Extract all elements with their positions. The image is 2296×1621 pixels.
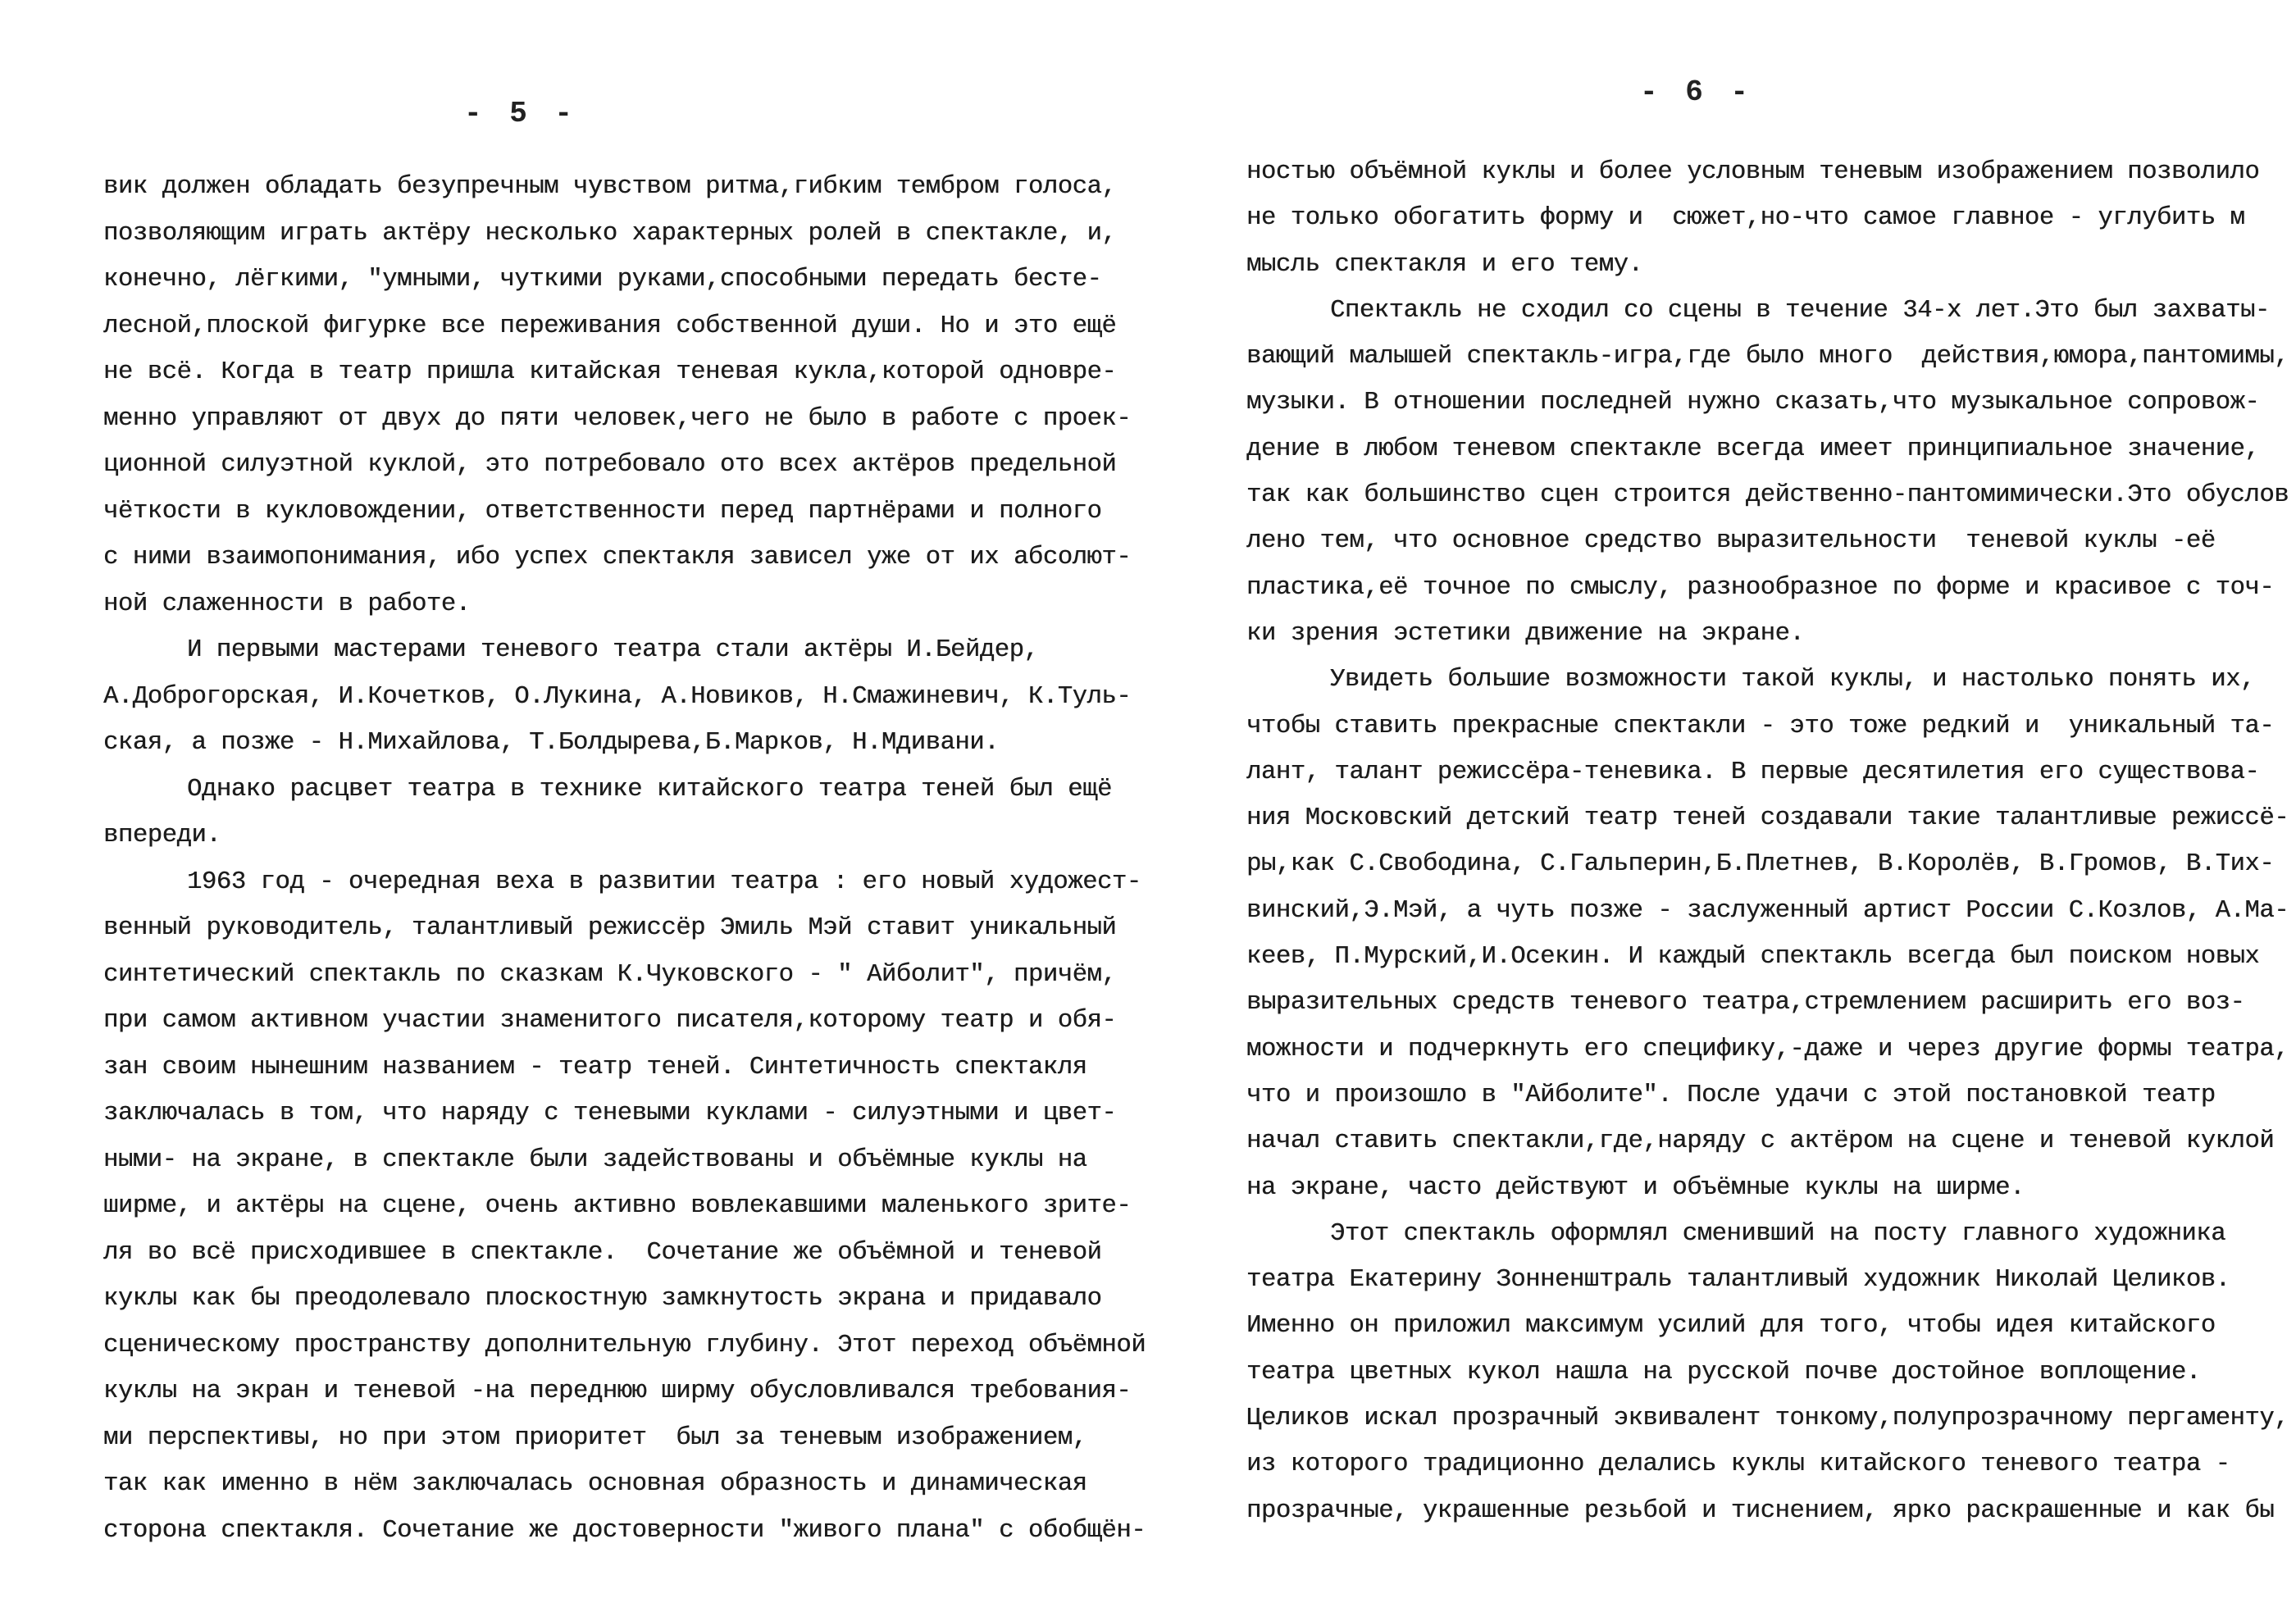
text-line: сторона спектакля. Сочетание же достоверности "живого плана" с обобщён- <box>103 1516 1146 1545</box>
text-line: 1963 год - очередная веха в развитии театра : его новый художест- <box>187 867 1141 896</box>
text-line: ширме, и актёры на сцене, очень активно вовлекавшими маленького зрите- <box>103 1192 1132 1220</box>
text-line: винский,Э.Мэй, а чуть позже - заслуженный артист России С.Козлов, А.Ма- <box>1246 896 2289 925</box>
text-line: ностью объёмной куклы и более условным теневым изображением позволило <box>1246 158 2260 186</box>
text-line: прозрачные, украшенные резьбой и тиснением, ярко раскрашенные и как бы <box>1246 1496 2275 1525</box>
text-line: из которого традиционно делались куклы китайского теневого театра - <box>1246 1450 2230 1479</box>
text-line: не всё. Когда в театр пришла китайская теневая кукла,которой одновре- <box>103 358 1117 386</box>
text-line: лесной,плоской фигурке все переживания собственной души. Но и это ещё <box>103 312 1117 340</box>
text-line: Увидеть большие возможности такой куклы, и настолько понять их, <box>1330 666 2255 694</box>
text-line: менно управляют от двух до пяти человек,чего не было в работе с проек- <box>103 404 1132 433</box>
text-line: вающий малышей спектакль-игра,где было много действия,юмора,пантомимы, <box>1246 343 2289 371</box>
text-line: ки зрения эстетики движение на экране. <box>1246 619 1805 648</box>
text-line: ми перспективы, но при этом приоритет был за теневым изображением, <box>103 1423 1087 1452</box>
page-number: - 6 - <box>1640 75 1754 109</box>
text-line: вик должен обладать безупречным чувством ритма,гибким тембром голоса, <box>103 173 1117 201</box>
text-line: ной слаженности в работе. <box>103 590 471 618</box>
text-line: не только обогатить форму и сюжет,но-что самое главное - углубить м <box>1246 204 2245 233</box>
text-line: ными- на экране, в спектакле были задействованы и объёмные куклы на <box>103 1145 1087 1174</box>
text-line: ния Московский детский театр теней создавали такие талантливые режиссё- <box>1246 804 2289 833</box>
text-line: куклы как бы преодолевало плоскостную замкнутость экрана и придавало <box>103 1285 1102 1313</box>
text-line: лант, талант режиссёра-теневика. В первые десятилетия его существова- <box>1246 758 2260 786</box>
text-block <box>1246 149 2289 1534</box>
text-line: можности и подчеркнуть его специфику,-даже и через другие формы театра, <box>1246 1035 2289 1063</box>
text-line: ская, а позже - Н.Михайлова, Т.Болдырева,Б.Марков, Н.Мдивани. <box>103 729 1000 757</box>
text-line: начал ставить спектакли,где,наряду с актёром на сцене и теневой куклой <box>1246 1127 2275 1156</box>
text-line: ры,как С.Свободина, С.Гальперин,Б.Плетнев, В.Королёв, В.Громов, В.Тих- <box>1246 850 2275 879</box>
text-block <box>103 164 1146 1554</box>
text-line: ционной силуэтной куклой, это потребовало ото всех актёров предельной <box>103 451 1117 479</box>
text-line: так как именно в нём заключалась основная образность и динамическая <box>103 1470 1087 1498</box>
text-line: выразительных средств теневого театра,стремлением расширить его воз- <box>1246 989 2245 1018</box>
text-line: что и произошло в "Айболите". После удачи с этой постановкой театр <box>1246 1081 2216 1109</box>
text-line: куклы на экран и теневой -на переднюю ширму обусловливался требования- <box>103 1377 1132 1405</box>
text-line: при самом активном участии знаменитого писателя,которому театр и обя- <box>103 1007 1117 1035</box>
text-line: чтобы ставить прекрасные спектакли - это тоже редкий и уникальный та- <box>1246 712 2275 740</box>
right-page <box>1148 0 2296 1621</box>
text-line: дение в любом теневом спектакле всегда имеет принципиальное значение, <box>1246 435 2260 463</box>
text-line: ля во всё присходившее в спектакле. Сочетание же объёмной и теневой <box>103 1238 1102 1267</box>
text-line: мысль спектакля и его тему. <box>1246 250 1643 279</box>
text-line: театра Екатерину Зонненштраль талантливый художник Николай Целиков. <box>1246 1266 2230 1295</box>
text-line: впереди. <box>103 822 221 849</box>
text-line: пластика,её точное по смыслу, разнообразное по форме и красивое с точ- <box>1246 573 2275 602</box>
text-line: А.Доброгорская, И.Кочетков, О.Лукина, А.Новиков, Н.Смажиневич, К.Туль- <box>103 682 1132 711</box>
text-line: с ними взаимопонимания, ибо успех спектакля зависел уже от их абсолют- <box>103 544 1132 571</box>
text-line: позволяющим играть актёру несколько характерных ролей в спектакле, и, <box>103 219 1117 248</box>
text-line: Именно он приложил максимум усилий для того, чтобы идея китайского <box>1246 1312 2216 1341</box>
text-line: И первыми мастерами теневого театра стали актёры И.Бейдер, <box>187 636 1039 664</box>
text-line: лено тем, что основное средство выразительности теневой куклы -её <box>1246 527 2216 556</box>
text-line: сценическому пространству дополнительную глубину. Этот переход объёмной <box>103 1331 1146 1359</box>
text-line: чёткости в кукловождении, ответственности перед партнёрами и полного <box>103 497 1102 526</box>
text-line: заключалась в том, что наряду с теневыми куклами - силуэтными и цвет- <box>103 1100 1117 1127</box>
text-line: музыки. В отношении последней нужно сказать,что музыкальное сопровож- <box>1246 389 2260 417</box>
text-line: кеев, П.Мурский,И.Осекин. И каждый спектакль всегда был поиском новых <box>1246 943 2260 972</box>
text-line: Целиков искал прозрачный эквивалент тонкому,полупрозрачному пергаменту, <box>1246 1405 2289 1433</box>
text-line: так как большинство сцен строится действенно-пантомимически.Это обуслов <box>1246 481 2289 510</box>
text-line: Спектакль не сходил со сцены в течение 34-х лет.Это был захваты- <box>1330 296 2270 325</box>
text-line: венный руководитель, талантливый режиссёр Эмиль Мэй ставит уникальный <box>103 914 1117 942</box>
text-line: на экране, часто действуют и объёмные куклы на ширме. <box>1246 1173 2025 1202</box>
text-line: синтетический спектакль по сказкам К.Чуковского - " Айболит", причём, <box>103 960 1117 989</box>
text-line: зан своим нынешним названием - театр теней. Синтетичность спектакля <box>103 1053 1087 1081</box>
text-line: конечно, лёгкими, "умными, чуткими руками,способными передать бесте- <box>103 266 1102 294</box>
page-number: - 5 - <box>464 97 578 130</box>
text-line: театра цветных кукол нашла на русской почве достойное воплощение. <box>1246 1358 2201 1387</box>
text-line: Этот спектакль оформлял сменивший на посту главного художника <box>1330 1219 2226 1248</box>
text-line: Однако расцвет театра в технике китайского театра теней был ещё <box>187 775 1112 804</box>
